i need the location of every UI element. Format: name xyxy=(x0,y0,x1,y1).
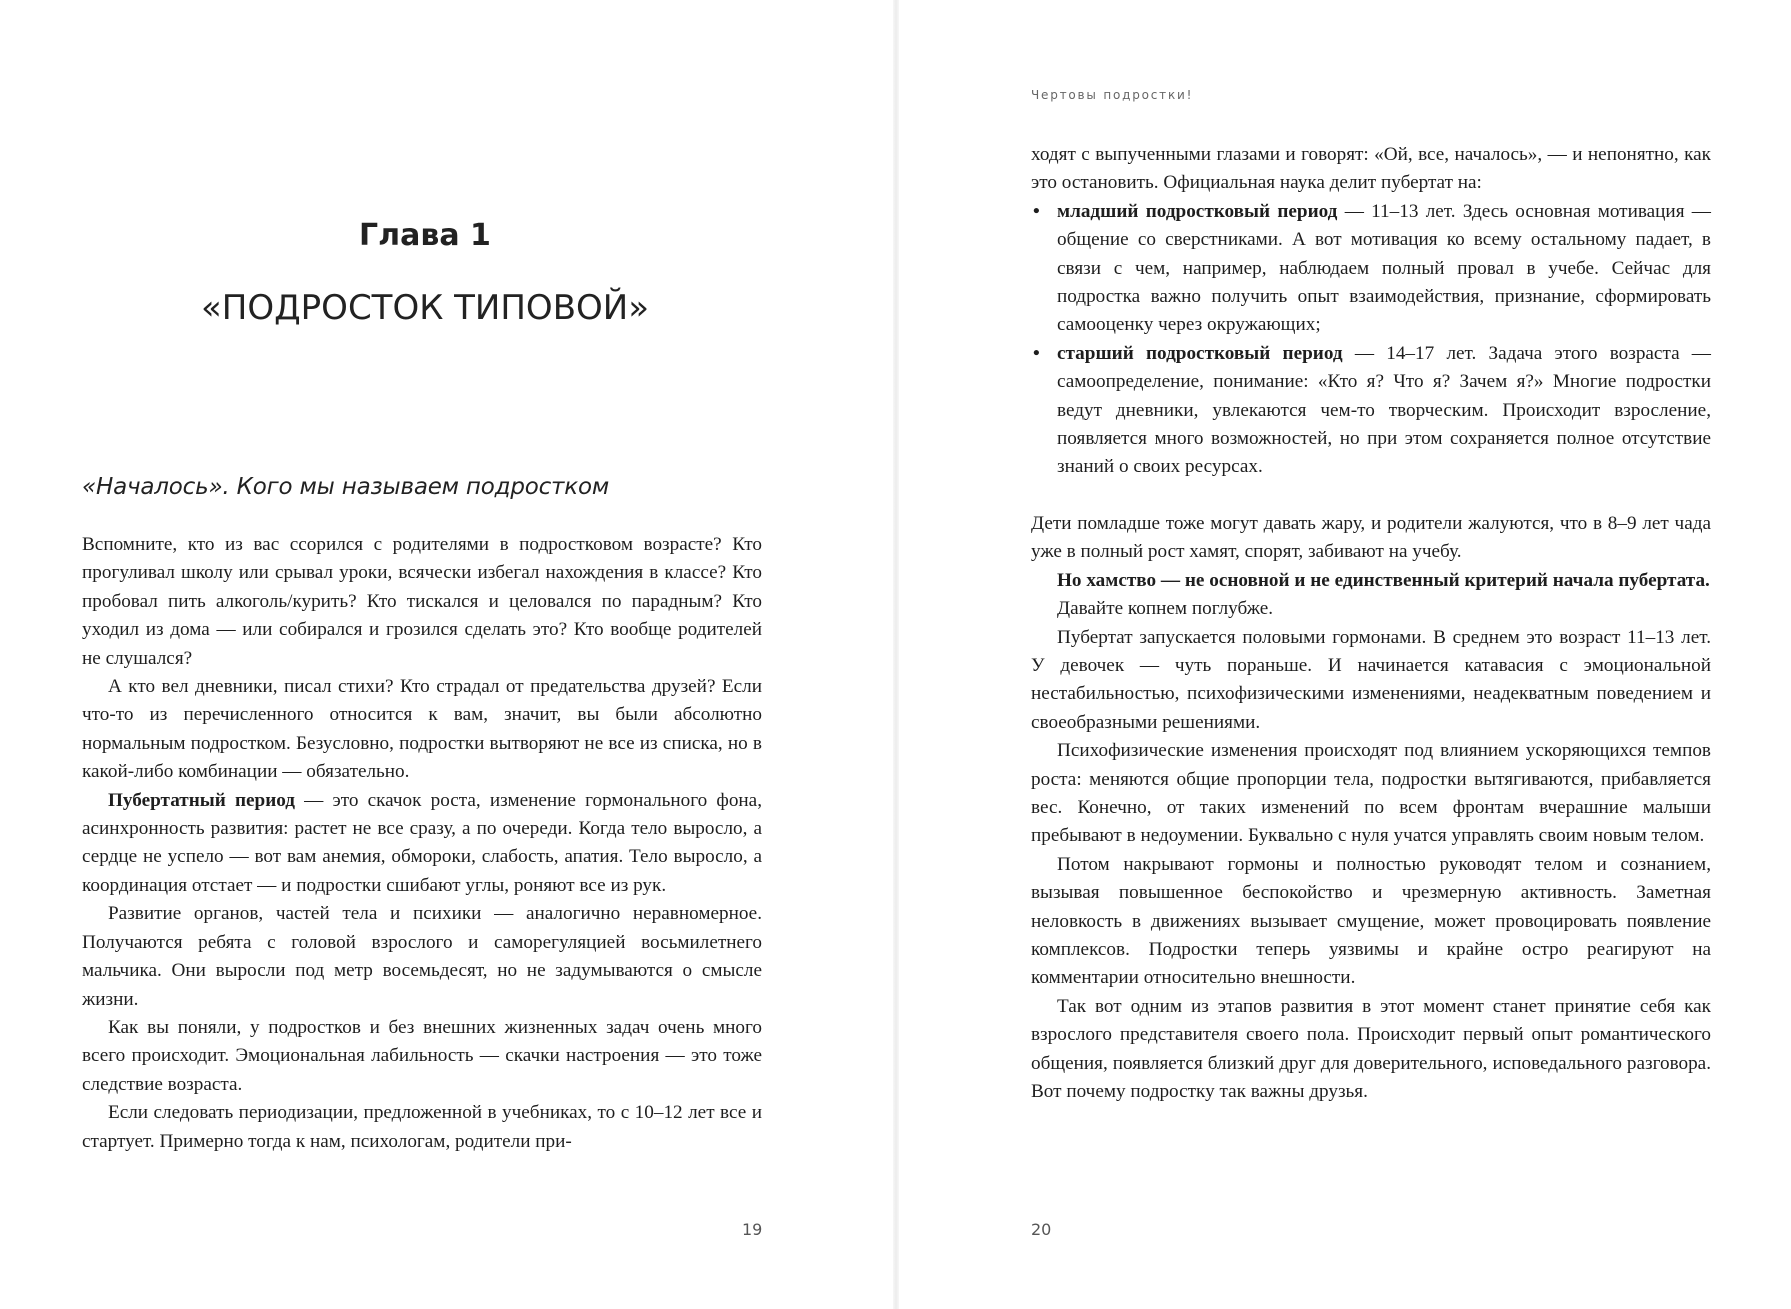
bullet-icon: • xyxy=(1033,342,1040,364)
paragraph xyxy=(82,673,762,787)
list-item xyxy=(1031,198,1711,340)
paragraph: Пубертат запускается половыми гормонами. В среднем это возраст 11–13 лет. У девочек — чуть пораньше. И начинается катавасия с эмоциональной нестабильностью, психофизическими изменениями, неадекватным поведением и своеобразными решениями. xyxy=(1031,626,1711,733)
paragraph: ходят с выпученными глазами и говорят: «Ой, все, началось», — и непонятно, как это остановить. Официальная наука делит пубертат на: xyxy=(1031,144,1711,194)
paragraph: Потом накрывают гормоны и полностью руководят телом и сознанием, вызывая повышенное беспокойство и чрезмерную активность. Заметная неловкость в движениях вызывает смущение, может провоцировать появление комплексов. Подростки теперь уязвимы и крайне остро реагируют на комментарии относительно внешности. xyxy=(1031,853,1711,989)
running-header: Чертовы подростки! xyxy=(1031,88,1194,102)
term-bold: Пубертатный период xyxy=(108,789,296,811)
paragraph-text: Развитие органов, частей тела и психики — аналогично неравномерное. Получаются ребята с головой взрослого и саморегуляцией восьмилетнего мальчика. Они выросли под метр восемьдесят, но не задумываются о смысле жизни. xyxy=(82,903,762,1010)
paragraph-text: А кто вел дневники, писал стихи? Кто страдал от предательства друзей? Если что-то из перечисленного относится к вам, значит, вы были абсолютно нормальным подростком. Безусловно, подростки вытворяют не все из списка, но в какой-либо комбинации — обязательно. xyxy=(82,676,762,783)
paragraph xyxy=(82,531,762,673)
chapter-title: «ПОДРОСТОК ТИПОВОЙ» xyxy=(200,288,650,328)
paragraph-gap xyxy=(1031,482,1711,510)
paragraph-text: Как вы поняли, у подростков и без внешних жизненных задач очень много всего происходит. Эмоциональная лабильность — скачки настроения — это тоже следствие возраста. xyxy=(82,1016,762,1095)
paragraph: Давайте копнем поглубже. xyxy=(1057,598,1274,620)
bold-statement: Но хамство — не основной и не единственный критерий начала пубертата. xyxy=(1057,569,1710,591)
paragraph xyxy=(82,787,762,901)
paragraph: Психофизические изменения происходят под влиянием ускоряющихся темпов роста: меняются общие пропорции тела, подростки вытягиваются, прибавляется вес. Конечно, от таких изменений по всем фронтам вчерашние малыши пребывают в недоумении. Буквально с нуля учатся управлять своим новым телом. xyxy=(1031,740,1711,847)
bullet-list xyxy=(1031,198,1711,482)
page-number: 19 xyxy=(742,1220,763,1239)
paragraph xyxy=(82,900,762,1014)
section-title: «Началось». Кого мы называем подростком xyxy=(82,474,609,500)
paragraph-text: — это скачок роста, изменение гормонального фона, асинхронность развития: растет не все сразу, а по очереди. Когда тело выросло, а сердце не успело — вот вам анемия, обмороки, слабость, апатия. Тело выросло, а координация отстает — и подростки сшибают углы, роняют все из рук. xyxy=(82,789,762,896)
paragraph: Дети помладше тоже могут давать жару, и родители жалуются, что в 8–9 лет чада уже в полный рост хамят, спорят, забивают на учебу. xyxy=(1031,512,1711,563)
paragraph-text: Вспомните, кто из вас ссорился с родителями в подростковом возрасте? Кто прогуливал школу или срывал уроки, всячески избегал нахождения в классе? Кто пробовал пить алкоголь/курить? Кто тискался и целовался по парадным? Кто уходил из дома — или собирался и грозился сделать это? Кто вообще родителей не слушался? xyxy=(82,534,762,669)
term-bold: старший подростковый период xyxy=(1057,342,1343,364)
left-page xyxy=(0,0,895,1309)
list-item xyxy=(1031,340,1711,482)
right-page xyxy=(896,0,1791,1309)
left-page-body xyxy=(82,531,762,1156)
page-number: 20 xyxy=(1031,1220,1052,1239)
paragraph xyxy=(82,1014,762,1099)
bullet-icon: • xyxy=(1033,200,1040,222)
right-page-body xyxy=(1031,141,1711,1106)
paragraph-text: Если следовать периодизации, предложенной в учебниках, то с 10–12 лет все и стартует. Примерно тогда к нам, психологам, родители при- xyxy=(82,1102,762,1152)
chapter-number: Глава 1 xyxy=(359,218,491,253)
term-bold: младший подростковый период xyxy=(1057,200,1338,222)
list-item-text: — 11–13 лет. Здесь основная мотивация — общение со сверстниками. А вот мотивация ко всему остальному падает, в связи с чем, например, наблюдаем полный провал в учебе. Сейчас для подростка важно получить опыт взаимодействия, признание, сформировать самооценку через окружающих; xyxy=(1057,200,1711,336)
paragraph: Так вот одним из этапов развития в этот момент станет принятие себя как взрослого представителя своего пола. Происходит первый опыт романтического общения, появляется близкий друг для доверительного, исповедального разговора. Вот почему подростку так важны друзья. xyxy=(1031,995,1711,1102)
paragraph xyxy=(82,1099,762,1156)
list-item-text: — 14–17 лет. Задача этого возраста — самоопределение, понимание: «Кто я? Что я? Зачем я?» Многие подростки ведут дневники, увлекаются чем-то творческим. Происходит взросление, появляется много возможностей, но при этом сохраняется полное отсутствие знаний о своих ресурсах. xyxy=(1057,342,1711,478)
